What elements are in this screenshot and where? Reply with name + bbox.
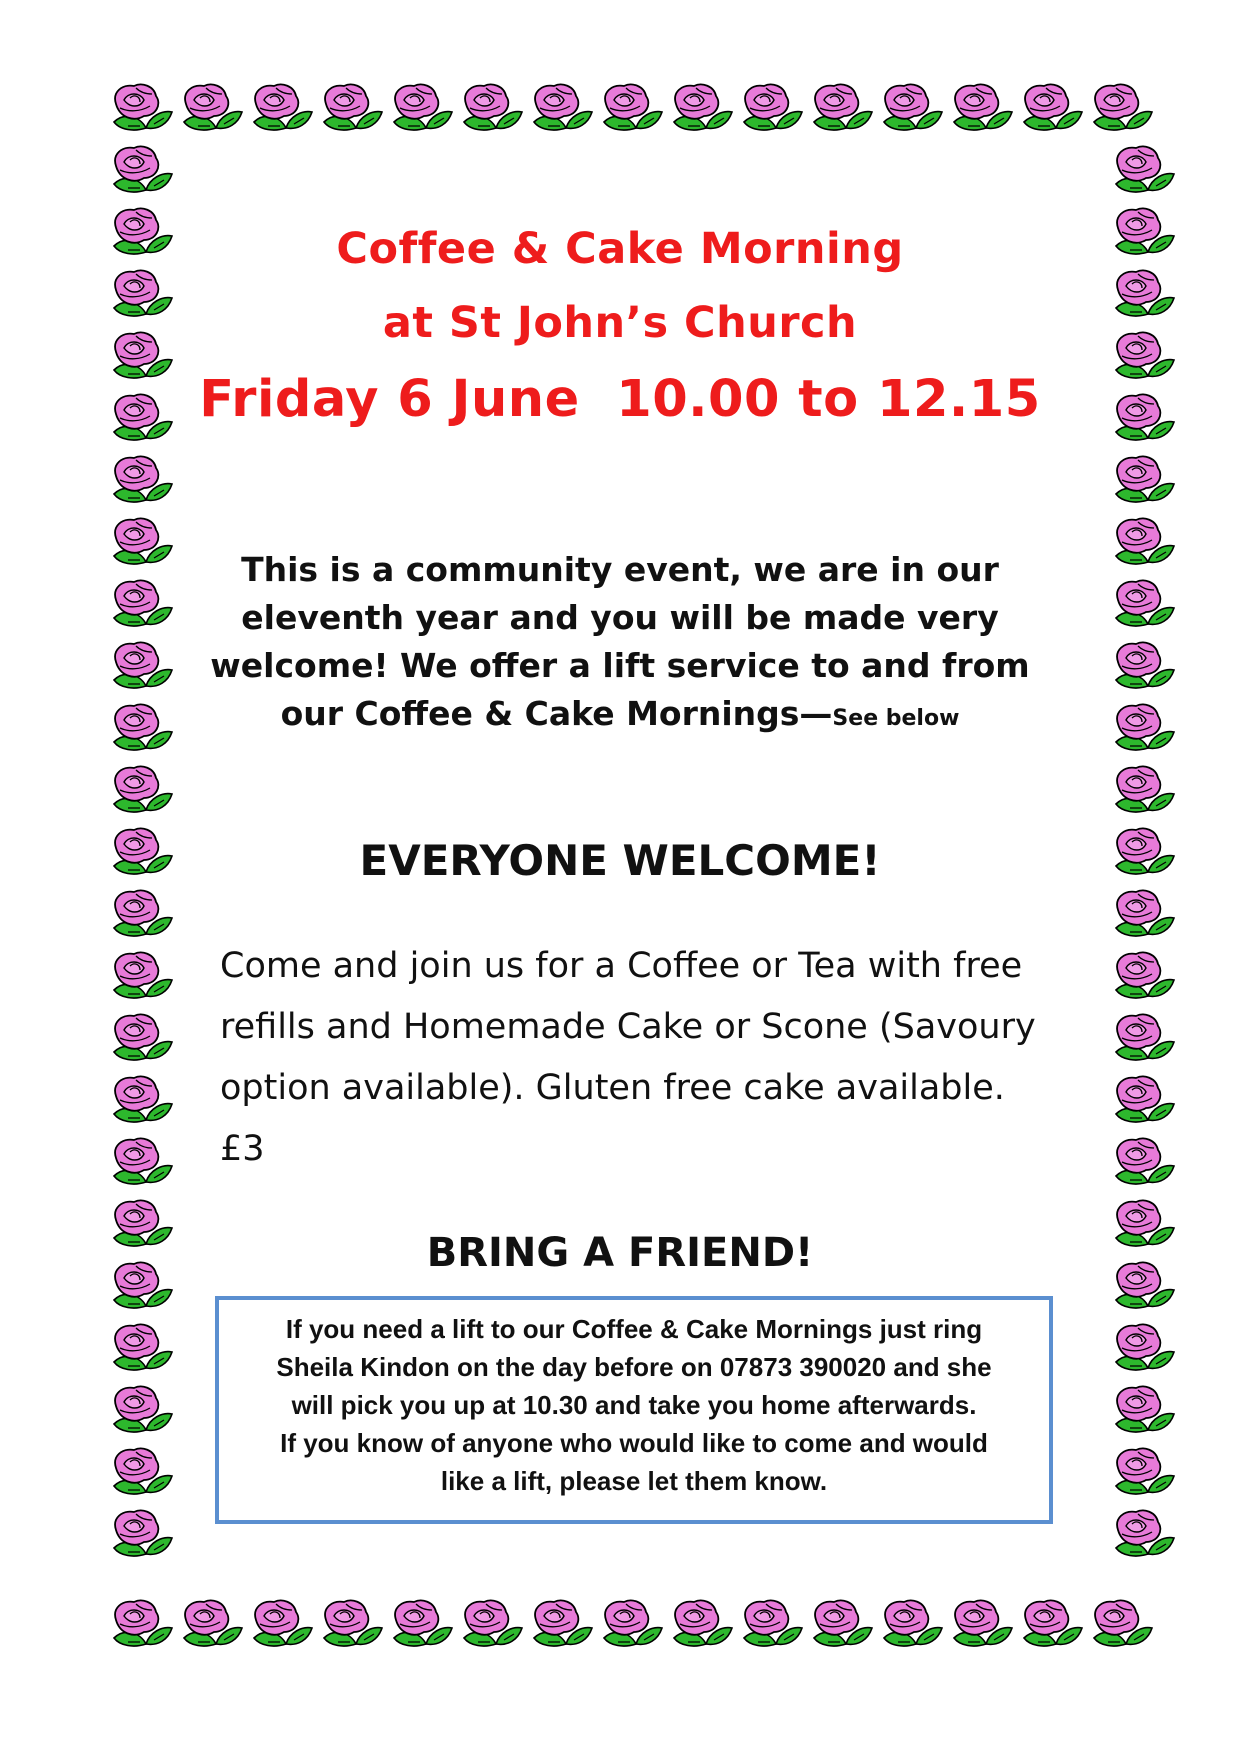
rose-icon [534,84,592,130]
flyer-content [180,200,1060,1580]
rose-icon [674,1600,732,1646]
rose-icon [1116,1510,1174,1556]
rose-icon [1116,146,1174,192]
rose-icon [114,456,172,502]
rose-icon [1116,1076,1174,1122]
rose-icon [1116,1324,1174,1370]
rose-icon [254,1600,312,1646]
rose-icon [1116,1138,1174,1184]
intro-paragraph [180,546,1060,743]
rose-icon [954,84,1012,130]
rose-icon [1116,580,1174,626]
rose-icon [884,84,942,130]
see-below-note: See below [832,706,960,731]
rose-icon [324,1600,382,1646]
rose-icon [1116,642,1174,688]
details-paragraph [220,936,1040,1180]
rose-icon [1116,1262,1174,1308]
rose-icon [114,1076,172,1122]
rose-icon [114,1324,172,1370]
rose-icon [114,1448,172,1494]
rose-icon [1116,704,1174,750]
rose-icon [114,1510,172,1556]
rose-icon [114,580,172,626]
rose-icon [114,704,172,750]
rose-icon [114,1014,172,1060]
event-title: Coffee & Cake Morning [336,224,904,274]
rose-icon [114,1200,172,1246]
rose-icon [1094,1600,1152,1646]
everyone-welcome-heading: EVERYONE WELCOME! [359,836,881,885]
rose-icon [1116,1386,1174,1432]
rose-icon [814,84,872,130]
rose-icon [1116,456,1174,502]
rose-icon [744,1600,802,1646]
rose-icon [534,1600,592,1646]
rose-icon [604,1600,662,1646]
rose-icon [464,84,522,130]
lift-info-line: If you need a lift to our Coffee & Cake Mornings just ring [285,1314,983,1344]
lift-info-line: like a lift, please let them know. [440,1466,828,1496]
rose-icon [1116,1448,1174,1494]
intro-text: This is a community event, we are in our eleventh year and you will be made very welcome! We offer a lift service to and from our Coffee & Cake Mornings— [210,550,1030,733]
rose-icon [114,642,172,688]
rose-icon [114,1386,172,1432]
rose-icon [114,84,172,130]
lift-info-line: If you know of anyone who would like to come and would [280,1428,988,1458]
rose-icon [324,84,382,130]
rose-icon [1116,208,1174,254]
price: £3 [220,1129,265,1169]
rose-icon [674,84,732,130]
rose-icon [1116,890,1174,936]
rose-icon [1024,1600,1082,1646]
rose-icon [254,84,312,130]
rose-icon [114,1262,172,1308]
rose-icon [1024,84,1082,130]
rose-icon [114,890,172,936]
rose-icon [1116,952,1174,998]
rose-icon [464,1600,522,1646]
rose-icon [114,146,172,192]
rose-icon [184,84,242,130]
rose-icon [1094,84,1152,130]
rose-icon [1116,828,1174,874]
rose-icon [884,1600,942,1646]
rose-icon [1116,766,1174,812]
rose-icon [114,1138,172,1184]
rose-icon [114,828,172,874]
lift-info-line: will pick you up at 10.30 and take you home afterwards. [291,1390,977,1420]
rose-icon [1116,518,1174,564]
rose-icon [114,952,172,998]
lift-info-line: Sheila Kindon on the day before on 07873 390020 and she [276,1352,992,1382]
details-text: Come and join us for a Coffee or Tea with free refills and Homemade Cake or Scone (Savoury option available). Gluten free cake available. [220,946,1036,1108]
rose-icon [1116,394,1174,440]
rose-icon [114,270,172,316]
rose-icon [954,1600,1012,1646]
rose-icon [114,394,172,440]
rose-icon [1116,1200,1174,1246]
rose-icon [1116,1014,1174,1060]
rose-icon [814,1600,872,1646]
rose-icon [1116,270,1174,316]
rose-icon [114,518,172,564]
rose-icon [744,84,802,130]
rose-icon [114,332,172,378]
rose-icon [114,766,172,812]
rose-icon [394,1600,452,1646]
event-venue: at St John’s Church [382,298,858,348]
rose-icon [184,1600,242,1646]
rose-icon [114,1600,172,1646]
rose-icon [394,84,452,130]
event-date-time: Friday 6 June 10.00 to 12.15 [199,370,1041,429]
bring-a-friend-heading: BRING A FRIEND! [426,1230,814,1276]
rose-icon [604,84,662,130]
lift-info-box [215,1296,1053,1524]
rose-icon [114,208,172,254]
rose-icon [1116,332,1174,378]
